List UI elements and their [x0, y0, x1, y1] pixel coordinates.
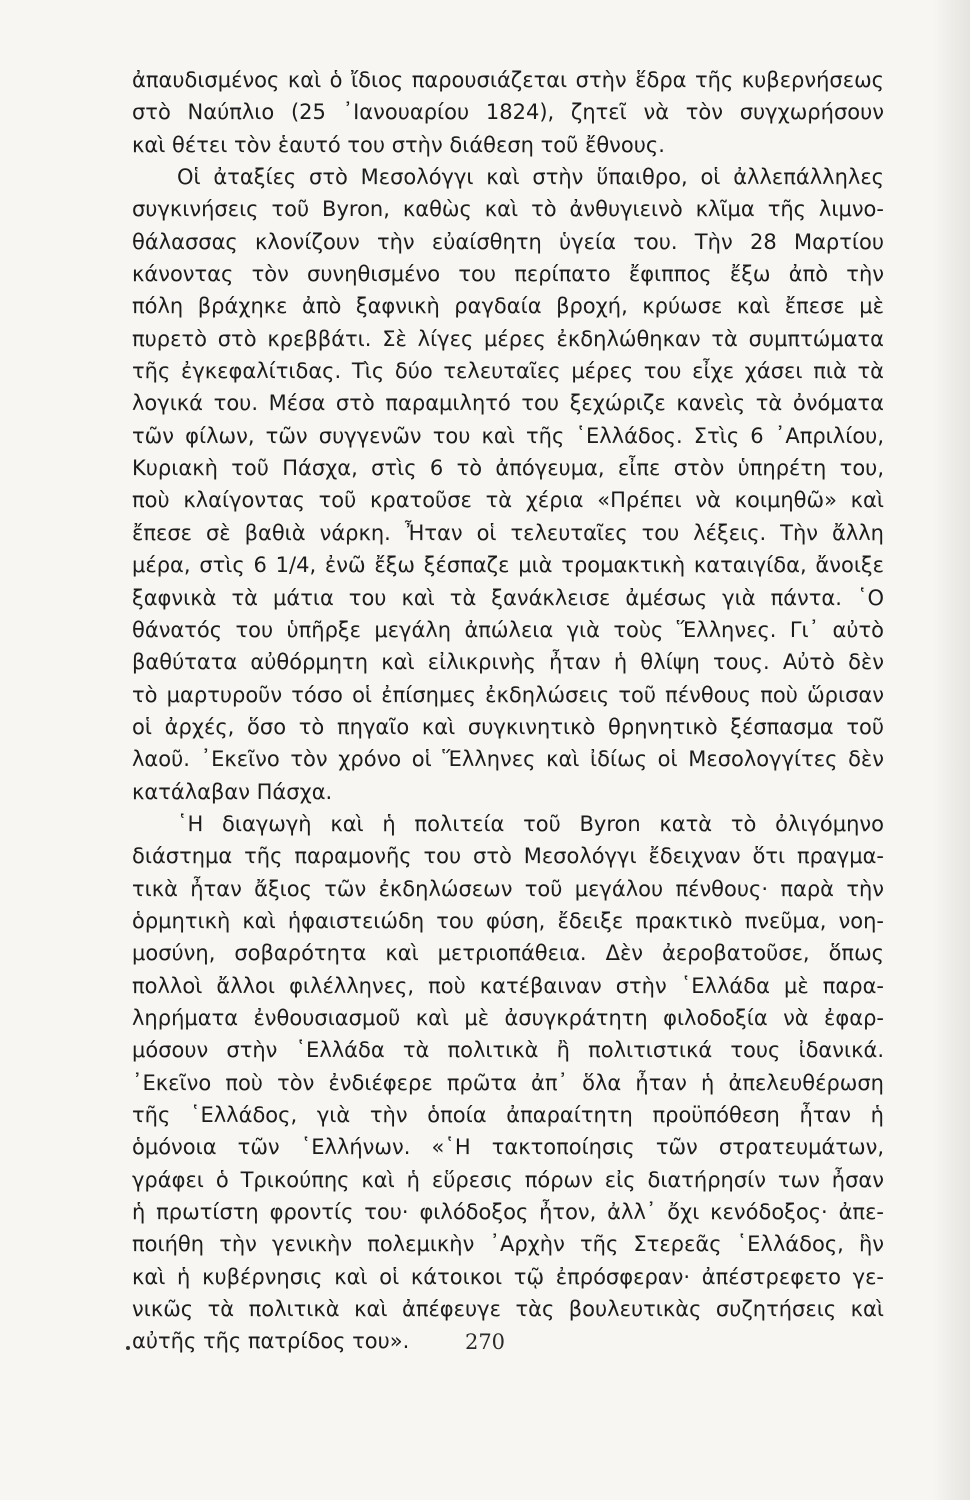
text-line: ῾Η διαγωγὴ καὶ ἡ πολιτεία τοῦ Byron κατὰ τὸ ὀλιγόμηνο: [177, 811, 884, 836]
text-line: θάνατός του ὑπῆρξε μεγάλη ἀπώλεια γιὰ τοὺς Ἕλληνες. Γι᾿ αὐτὸ: [132, 617, 884, 642]
text-line: κάνοντας τὸν συνηθισμένο του περίπατο ἔφιππος ἔξω ἀπὸ τὴν: [132, 262, 884, 287]
text-line: νικῶς τὰ πολιτικὰ καὶ ἀπέφευγε τὰς βουλευτικὰς συζητήσεις καὶ: [132, 1297, 884, 1322]
text-line: τὸ μαρτυροῦν τόσο οἱ ἐπίσημες ἐκδηλώσεις τοῦ πένθους ποὺ ὥρισαν: [132, 682, 884, 707]
text-line: ληρήματα ἐνθουσιασμοῦ καὶ μὲ ἀσυγκράτητη φιλοδοξία νὰ ἐφαρ-: [132, 1005, 884, 1030]
text-line: μοσύνη, σοβαρότητα καὶ μετριοπάθεια. Δὲν ἀεροβατοῦσε, ὅπως: [132, 941, 884, 966]
stray-mark: [126, 1346, 130, 1350]
text-line: Κυριακὴ τοῦ Πάσχα, στὶς 6 τὸ ἀπόγευμα, εἶπε στὸν ὑπηρέτη του,: [132, 456, 884, 481]
body-text: [132, 64, 884, 1358]
text-line: στὸ Ναύπλιο (25 ᾿Ιανουαρίου 1824), ζητεῖ νὰ τὸν συγχωρήσουν: [132, 100, 884, 125]
text-line: μόσουν στὴν ῾Ελλάδα τὰ πολιτικὰ ἢ πολιτιστικά τους ἰδανικά.: [132, 1038, 884, 1063]
page-number: 270: [464, 1330, 506, 1354]
page-edge-shadow: [932, 0, 970, 1500]
text-line: ποιήθη τὴν γενικὴν πολεμικὴν ᾿Αρχὴν τῆς Στερεᾶς ῾Ελλάδος, ἣν: [132, 1232, 884, 1257]
text-line: βαθύτατα αὐθόρμητη καὶ εἰλικρινὴς ἦταν ἡ θλίψη τους. Αὐτὸ δὲν: [132, 650, 884, 675]
text-line: ξαφνικὰ τὰ μάτια του καὶ τὰ ξανάκλεισε ἀμέσως γιὰ πάντα. ῾Ο: [132, 585, 884, 610]
text-line: μέρα, στὶς 6 1/4, ἐνῶ ἔξω ξέσπαζε μιὰ τρομακτικὴ καταιγίδα, ἄνοιξε: [132, 553, 884, 578]
text-line: τῆς ἐγκεφαλίτιδας. Τὶς δύο τελευταῖες μέρες του εἶχε χάσει πιὰ τὰ: [132, 359, 884, 384]
text-line: λαοῦ. ᾿Εκεῖνο τὸν χρόνο οἱ Ἕλληνες καὶ ἰδίως οἱ Μεσολογγίτες δὲν: [132, 747, 884, 772]
text-line: οἱ ἀρχές, ὅσο τὸ πηγαῖο καὶ συγκινητικὸ θρηνητικὸ ξέσπασμα τοῦ: [132, 714, 884, 739]
text-line: διάστημα τῆς παραμονῆς του στὸ Μεσολόγγι ἔδειχναν ὅτι πραγμα-: [132, 844, 884, 869]
text-line: πόλη βράχηκε ἀπὸ ξαφνικὴ ραγδαία βροχή, κρύωσε καὶ ἔπεσε μὲ: [132, 294, 884, 319]
text-line: τῆς ῾Ελλάδος, γιὰ τὴν ὁποία ἀπαραίτητη προϋπόθεση ἦταν ἡ: [132, 1103, 884, 1127]
text-line: συγκινήσεις τοῦ Byron, καθὼς καὶ τὸ ἀνθυγιεινὸ κλῖμα τῆς λιμνο-: [132, 197, 884, 222]
text-line: τῶν φίλων, τῶν συγγενῶν του καὶ τῆς ῾Ελλάδος. Στὶς 6 ᾿Απριλίου,: [132, 423, 884, 448]
text-line: πολλοὶ ἄλλοι φιλέλληνες, ποὺ κατέβαιναν στὴν ῾Ελλάδα μὲ παρα-: [132, 973, 884, 998]
text-line: ἡ πρωτίστη φροντίς του· φιλόδοξος ἦτον, ἀλλ᾿ ὄχι κενόδοξος· ἀπε-: [132, 1200, 884, 1225]
text-line: ὁμόνοια τῶν ῾Ελλήνων. «῾Η τακτοποίησις τῶν στρατευμάτων,: [132, 1135, 884, 1160]
text-line: ἔπεσε σὲ βαθιὰ νάρκη. Ἦταν οἱ τελευταῖες του λέξεις. Τὴν ἄλλη: [132, 520, 884, 545]
text-line: κατάλαβαν Πάσχα.: [132, 779, 333, 804]
text-line: καὶ θέτει τὸν ἑαυτό του στὴν διάθεση τοῦ ἔθνους.: [132, 132, 665, 157]
text-line: πυρετὸ στὸ κρεββάτι. Σὲ λίγες μέρες ἐκδηλώθηκαν τὰ συμπτώματα: [132, 326, 884, 351]
text-line: ποὺ κλαίγοντας τοῦ κρατοῦσε τὰ χέρια «Πρέπει νὰ κοιμηθῶ» καὶ: [132, 488, 884, 513]
text-line: καὶ ἡ κυβέρνησις καὶ οἱ κάτοικοι τῷ ἐπρόσφεραν· ἀπέστρεφετο γε-: [132, 1264, 884, 1289]
text-line: Οἱ ἀταξίες στὸ Μεσολόγγι καὶ στὴν ὕπαιθρο, οἱ ἀλλεπάλληλες: [177, 165, 884, 190]
text-line: γράφει ὁ Τρικούπης καὶ ἡ εὕρεσις πόρων εἰς διατήρησίν των ἦσαν: [132, 1167, 884, 1192]
text-line: θάλασσας κλονίζουν τὴν εὐαίσθητη ὑγεία του. Τὴν 28 Μαρτίου: [132, 229, 884, 254]
text-line: ἀπαυδισμένος καὶ ὁ ἴδιος παρουσιάζεται στὴν ἕδρα τῆς κυβερνήσεως: [132, 68, 884, 92]
text-line: ὁρμητικὴ καὶ ἡφαιστειώδη του φύση, ἔδειξε πρακτικὸ πνεῦμα, νοη-: [132, 908, 884, 933]
text-line: τικὰ ἦταν ἄξιος τῶν ἐκδηλώσεων τοῦ μεγάλου πένθους· παρὰ τὴν: [132, 876, 884, 901]
text-line: ᾿Εκεῖνο ποὺ τὸν ἐνδιέφερε πρῶτα ἀπ᾿ ὅλα ἦταν ἡ ἀπελευθέρωση: [132, 1070, 884, 1095]
text-line: λογικά του. Μέσα στὸ παραμιλητό του ξεχώριζε κανεὶς τὰ ὀνόματα: [132, 391, 884, 416]
text-line: αὐτῆς τῆς πατρίδος του».: [132, 1329, 410, 1354]
